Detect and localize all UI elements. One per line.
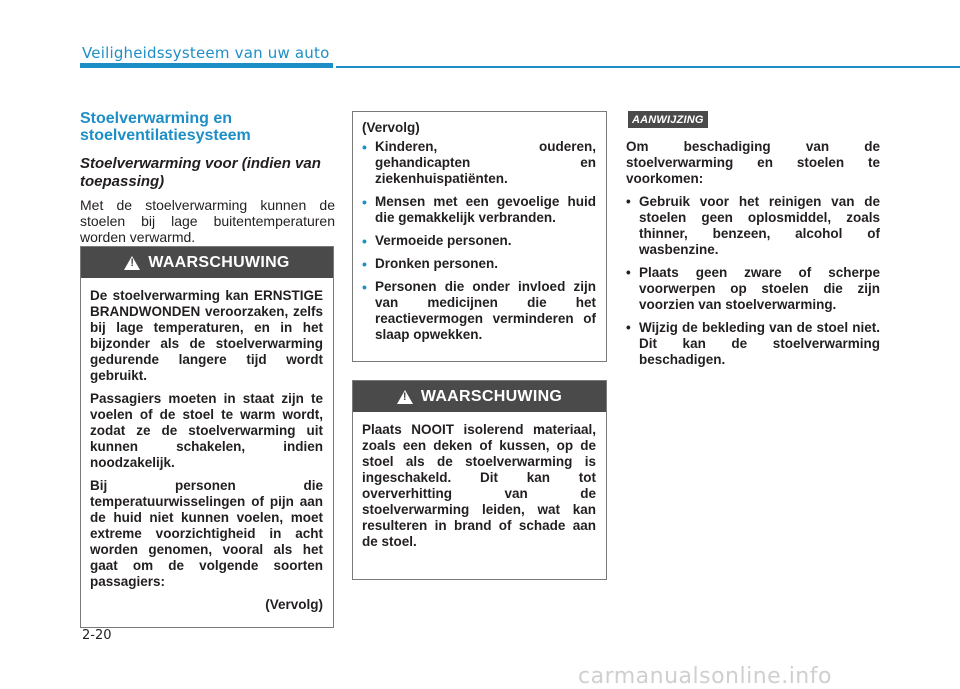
watermark: carmanualsonline.info [578, 664, 832, 689]
list-item: • Dronken personen. [362, 256, 499, 272]
bullet-icon: • [362, 279, 367, 295]
warning-header [81, 247, 333, 278]
bullet-icon: • [626, 320, 631, 335]
warning-label: WAARSCHUWING [420, 387, 563, 405]
warning-triangle-icon: ! [124, 256, 140, 270]
header-rule-thick [80, 63, 333, 68]
warning-box-insulation [352, 380, 607, 580]
list-item: • Kinderen, ouderen, gehandicapten en ziekenhuispatiënten. [362, 139, 596, 186]
page-number: 2-20 [82, 628, 112, 643]
bullet-icon: • [362, 256, 367, 272]
sub-heading: Stoelverwarming voor (indien van toepassing) [80, 155, 321, 190]
header-rule-thin [336, 66, 960, 68]
list-item: • Mensen met een gevoelige huid die gemakkelijk verbranden. [362, 194, 596, 225]
list-item: • Vermoeide personen. [362, 233, 512, 249]
list-item: • Gebruik voor het reinigen van de stoelen geen oplosmiddel, zoals thinner, benzeen, alcohol of wasbenzine. [626, 194, 880, 257]
list-item: • Wijzig de bekleding van de stoel niet. Dit kan de stoelverwarming beschadigen. [626, 320, 880, 367]
bullet-icon: • [362, 233, 367, 249]
notice-badge: AANWIJZING [628, 111, 708, 128]
section-title: Veiligheidssysteem van uw auto [82, 44, 330, 62]
notice-column [626, 139, 880, 375]
list-item: • Plaats geen zware of scherpe voorwerpen op stoelen die zijn voorzien van stoelverwarming. [626, 265, 880, 312]
bullet-icon: • [626, 265, 631, 280]
warning-box-continued [352, 111, 607, 362]
list-item: • Personen die onder invloed zijn van medicijnen die het reactievermogen verminderen of slaap opwekken. [362, 279, 596, 342]
warning-paragraph: Passagiers moeten in staat zijn te voelen of de stoel te warm wordt, zodat ze de stoelverwarming uit kunnen schakelen, indien noodzakelijk. [90, 391, 323, 470]
continued-marker: (Vervolg) [265, 597, 323, 612]
intro-column [80, 110, 335, 245]
warning-paragraph: Plaats NOOIT isolerend materiaal, zoals een deken of kussen, op de stoel als de stoelverwarming is ingeschakeld. Dit kan tot oververhitting van de stoelverwarming leiden, wat kan resulteren in brand of schade aan de stoel. [362, 422, 596, 549]
warning-triangle-icon: ! [397, 390, 413, 404]
bullet-icon: • [626, 194, 631, 209]
intro-text: Met de stoelverwarming kunnen de stoelen bij lage buitentemperaturen worden verwarmd. [80, 197, 335, 245]
bullet-icon: • [362, 194, 367, 210]
continued-label: (Vervolg) [362, 120, 420, 135]
page-heading: Stoelverwarming en stoelventilatiesysteem [80, 110, 251, 144]
warning-header [353, 381, 606, 412]
bullet-icon: • [362, 139, 367, 155]
warning-box-burns [80, 246, 334, 628]
warning-label: WAARSCHUWING [148, 253, 290, 271]
warning-paragraph: Bij personen die temperatuurwisselingen of pijn aan de huid niet kunnen voelen, moet extreme voorzichtigheid in acht worden genomen, vooral als het gaat om de volgende soorten passagiers: [90, 478, 323, 589]
notice-intro: Om beschadiging van de stoelverwarming en stoelen te voorkomen: [626, 139, 880, 186]
warning-paragraph: De stoelverwarming kan ERNSTIGE BRANDWONDEN veroorzaken, zelfs bij lage temperaturen, en in het bijzonder als de stoelverwarming gedurende langere tijd wordt gebruikt. [90, 288, 323, 383]
